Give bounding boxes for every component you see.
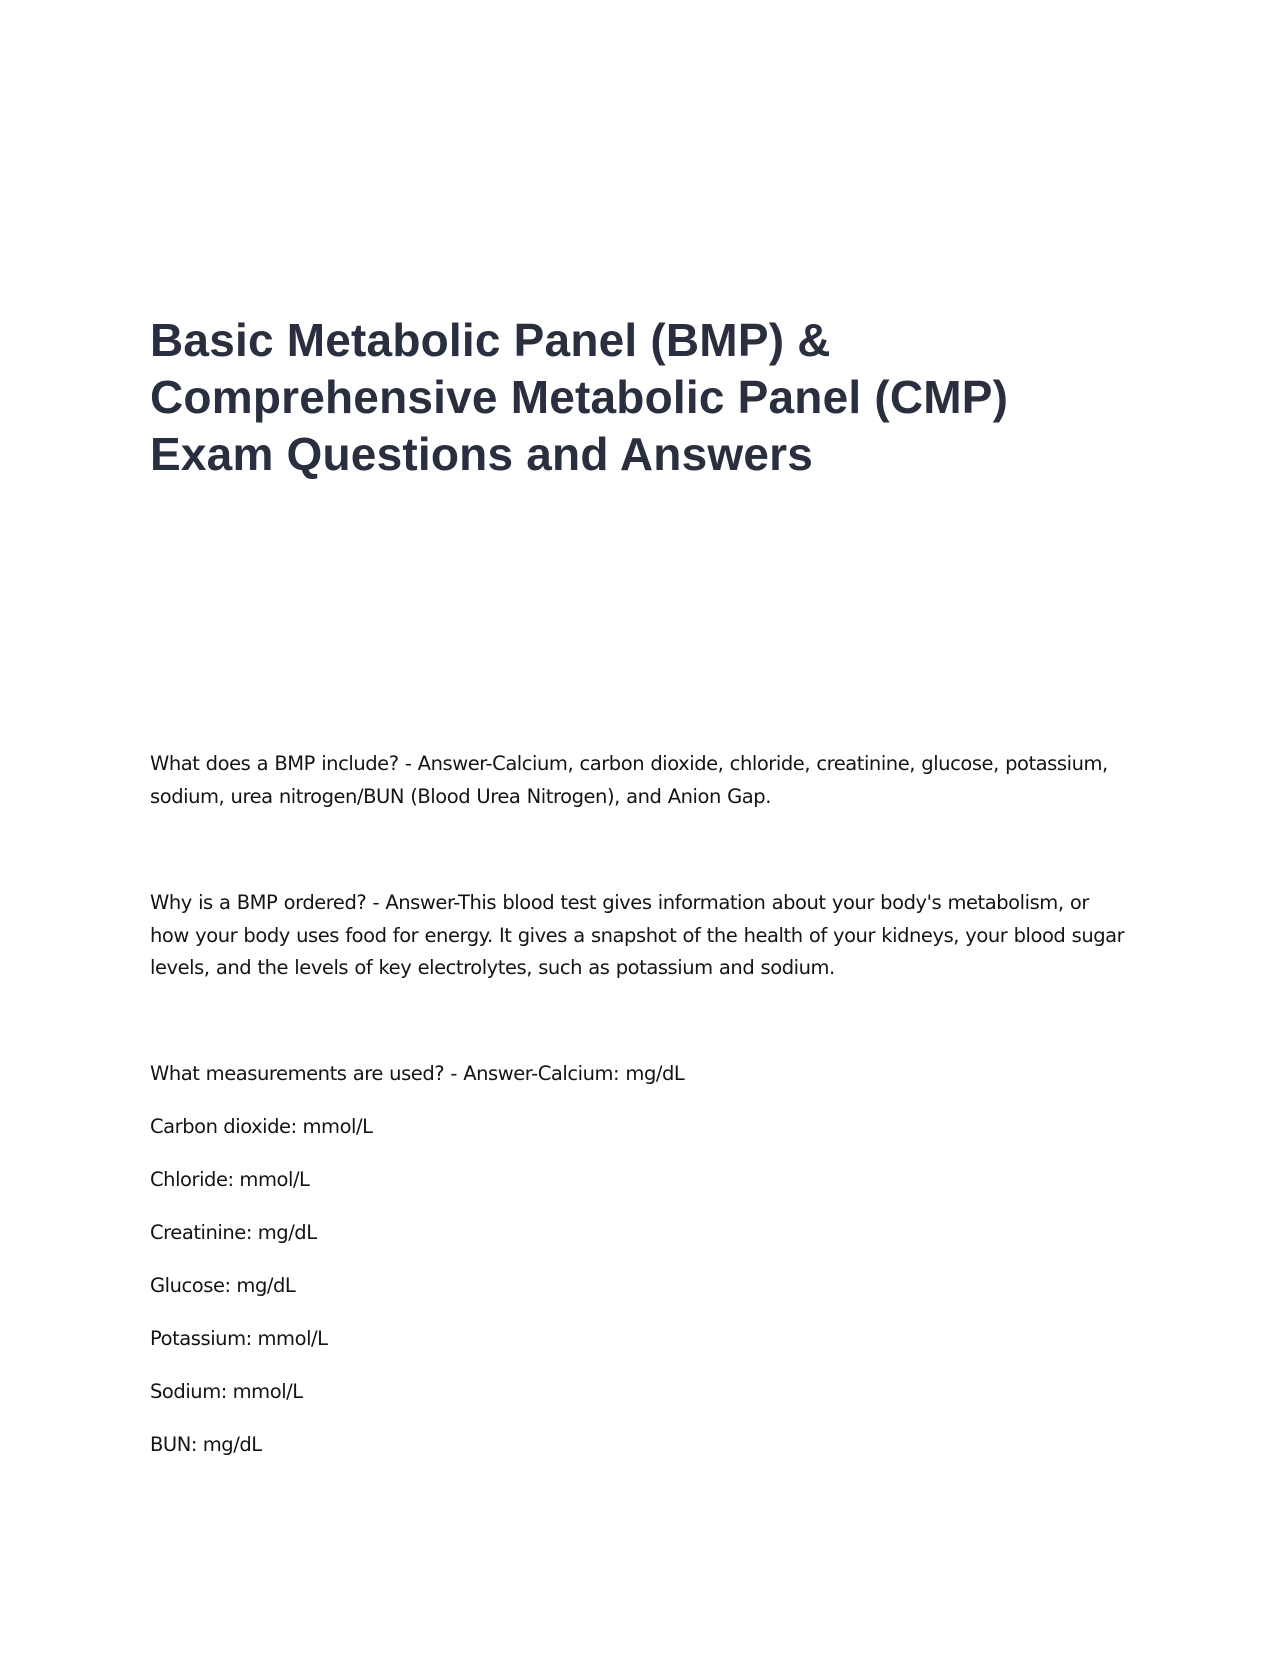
measurement-line: Carbon dioxide: mmol/L bbox=[150, 1115, 373, 1138]
qa-measurements: What measurements are used? - Answer-Calcium: mg/dL bbox=[150, 1062, 685, 1085]
measurement-line: Potassium: mmol/L bbox=[150, 1327, 328, 1350]
measurement-line: Glucose: mg/dL bbox=[150, 1274, 296, 1297]
measurement-line: Creatinine: mg/dL bbox=[150, 1221, 317, 1244]
measurement-line: Chloride: mmol/L bbox=[150, 1168, 310, 1191]
title-line: Comprehensive Metabolic Panel (CMP) bbox=[150, 371, 1009, 423]
qa-bmp-include: What does a BMP include? - Answer-Calcium, carbon dioxide, chloride, creatinine, glucose, potassium, sodium, urea nitrogen/BUN (Blood Urea Nitrogen), and Anion Gap. bbox=[150, 752, 1108, 808]
document-title bbox=[150, 312, 1160, 483]
measurement-line: Sodium: mmol/L bbox=[150, 1380, 303, 1403]
measurement-line: BUN: mg/dL bbox=[150, 1433, 262, 1456]
qa-bmp-ordered: Why is a BMP ordered? - Answer-This blood test gives information about your body's metabolism, or how your body uses food for energy. It gives a snapshot of the health of your kidneys, your blood sugar levels, and the levels of key electrolytes, such as potassium and sodium. bbox=[150, 891, 1125, 979]
title-line: Exam Questions and Answers bbox=[150, 428, 814, 480]
title-line: Basic Metabolic Panel (BMP) & bbox=[150, 314, 831, 366]
